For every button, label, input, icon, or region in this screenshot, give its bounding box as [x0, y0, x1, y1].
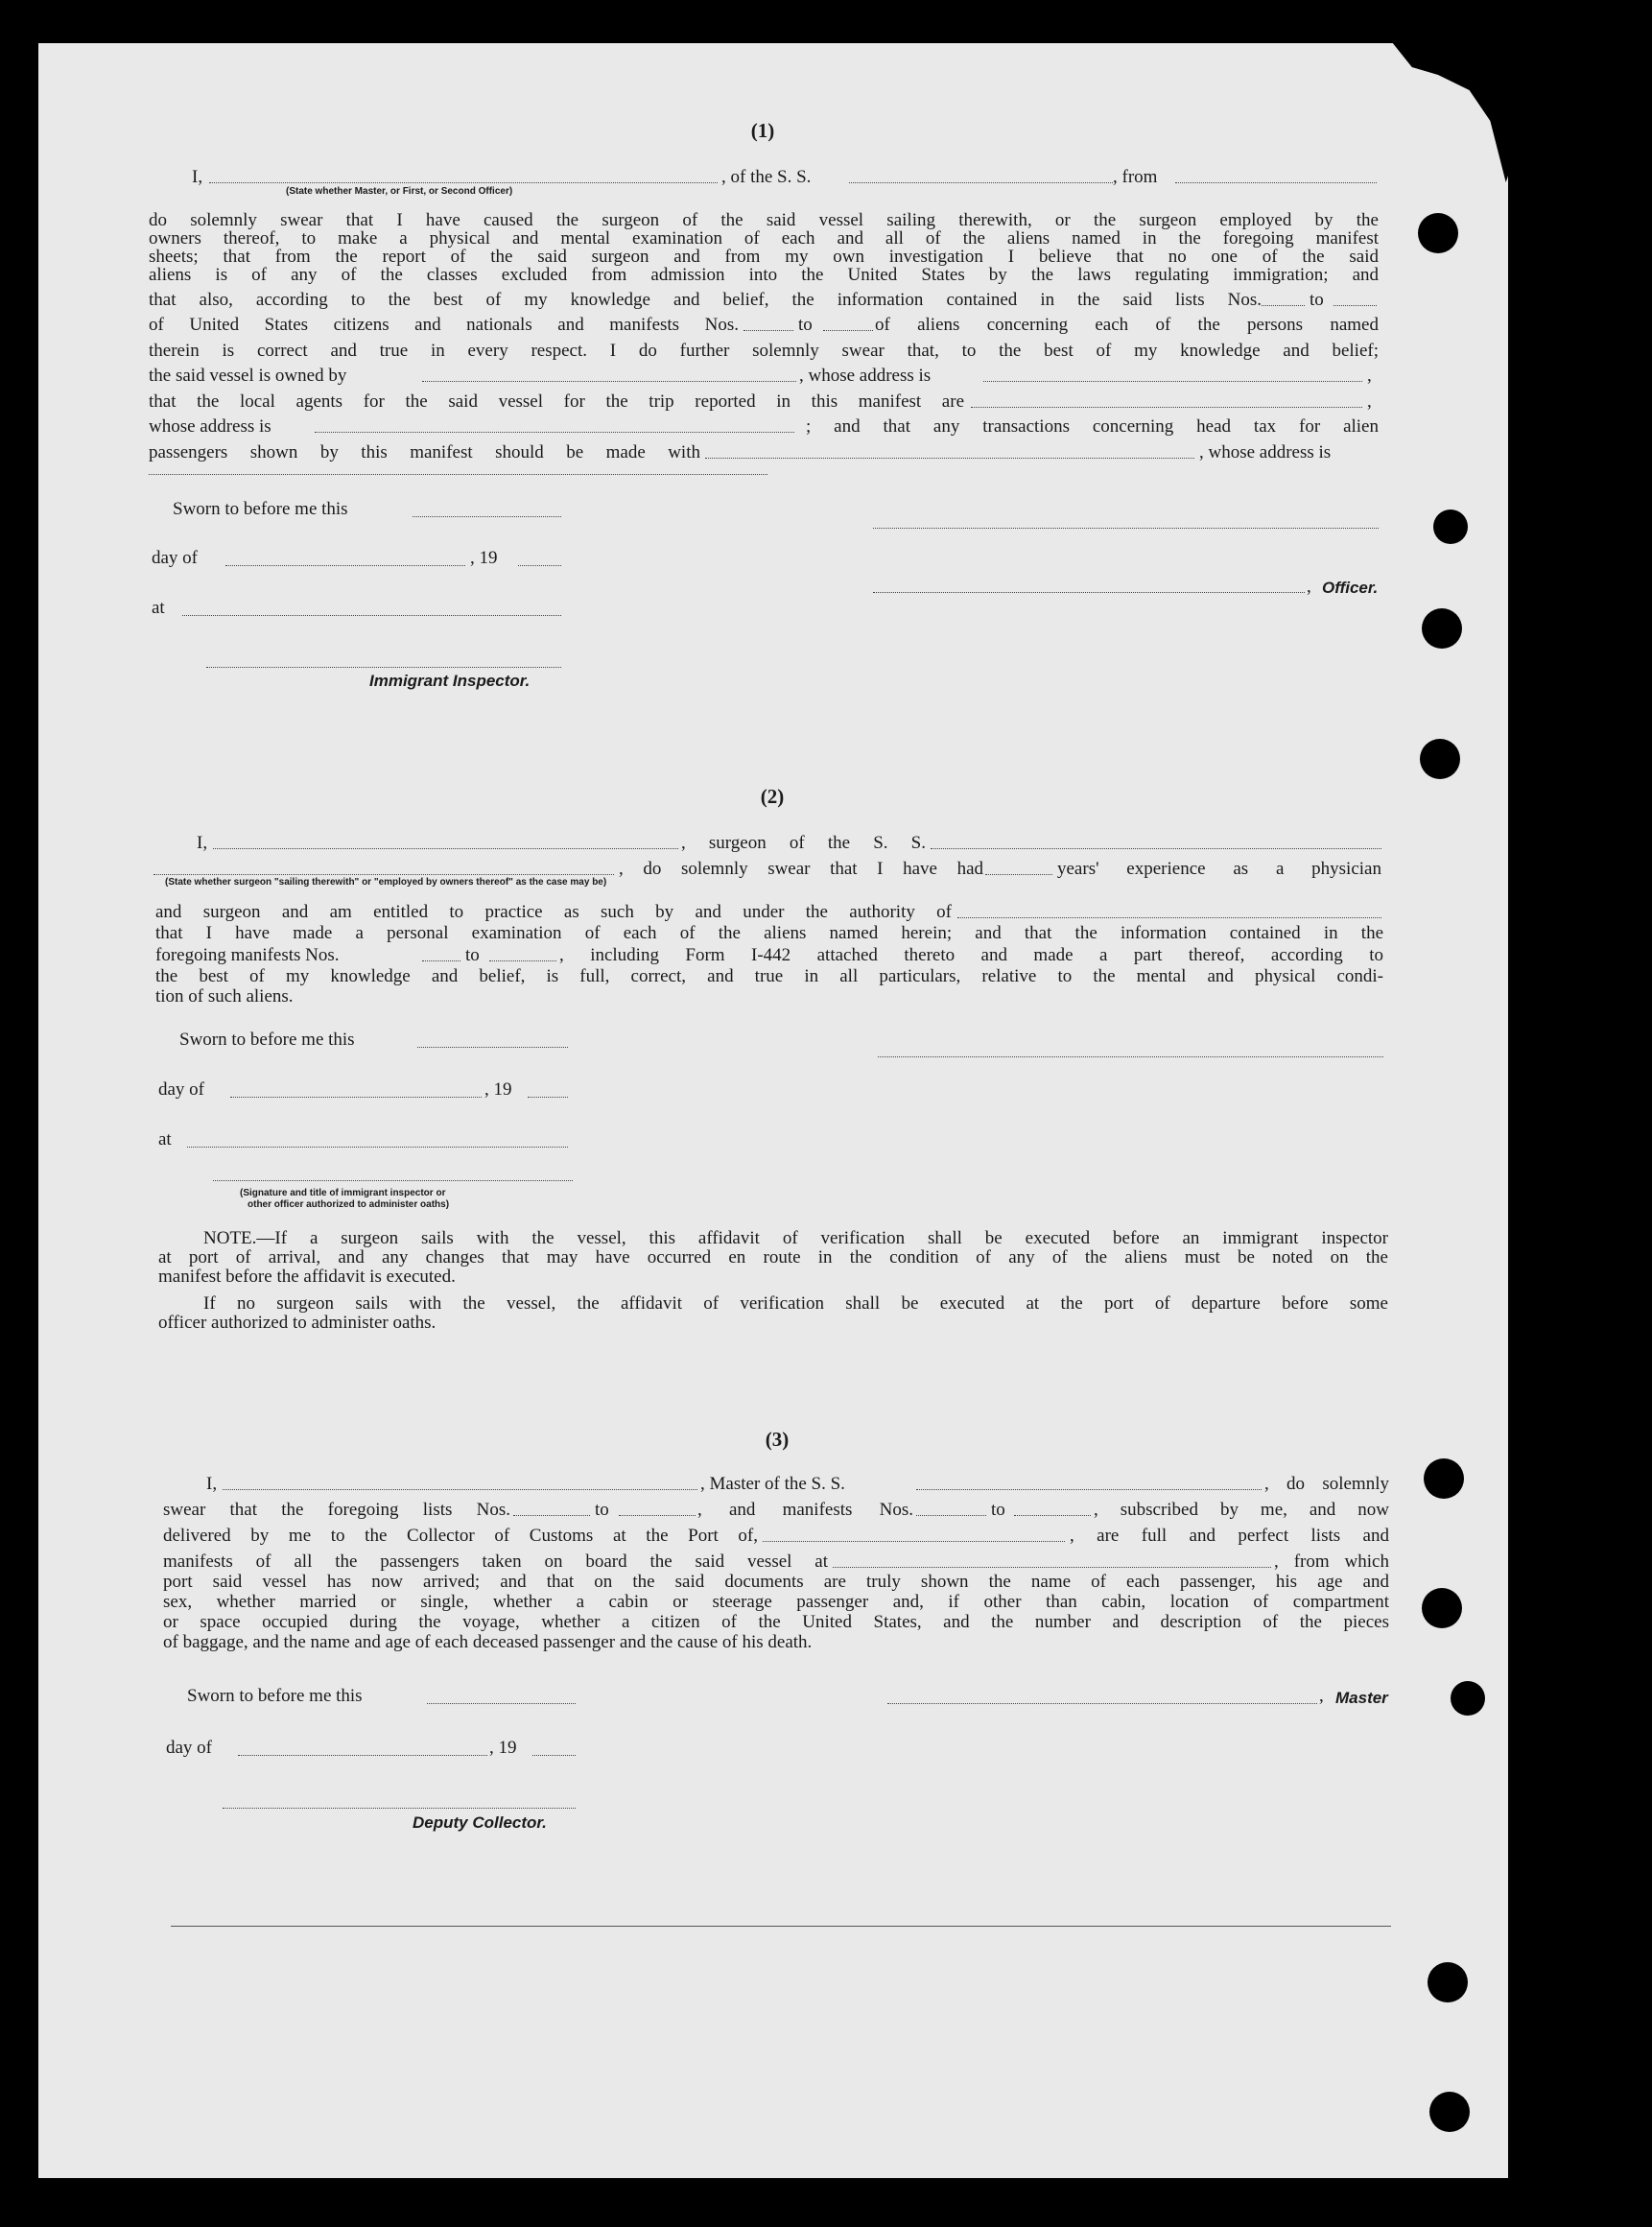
s2-to: to [465, 945, 480, 965]
s2-at-field[interactable] [187, 1147, 568, 1148]
punch-hole [1422, 608, 1462, 649]
s1-ship-field[interactable] [849, 182, 1113, 183]
s1-day-of: day of [152, 548, 199, 568]
comma: , [1367, 391, 1372, 412]
punch-hole [1420, 739, 1460, 779]
section-2-heading: (2) [760, 785, 785, 808]
s3-line-7: or space occupied during the voyage, whether a citizen of the United States, and the number and description of the pieces [163, 1612, 1389, 1632]
s3-swear-lists: swear that the foregoing lists Nos. [163, 1500, 510, 1520]
s1-paragraph [149, 210, 1379, 285]
punch-hole [1418, 213, 1458, 253]
s1-owner-field[interactable] [422, 381, 796, 382]
s3-day-of: day of [166, 1738, 213, 1758]
s3-to-2: to [991, 1500, 1005, 1520]
s2-note-1: NOTE.—If a surgeon sails with the vessel, this affidavit of verification shall be executed before an immigrant inspector [203, 1228, 1388, 1248]
punch-hole [1422, 1588, 1462, 1628]
s2-ship-field[interactable] [931, 848, 1381, 849]
s1-manifests-to-field[interactable] [823, 330, 873, 331]
s3-master-sign-line[interactable] [887, 1703, 1317, 1704]
punch-hole [1433, 509, 1468, 544]
s2-at: at [158, 1129, 172, 1149]
s2-note-4: If no surgeon sails with the vessel, the affidavit of verification shall be executed at the port of departure before some [203, 1293, 1388, 1314]
s2-years: years' experience as a physician [1057, 859, 1381, 879]
s1-officer: Officer. [1322, 579, 1379, 597]
s2-status-field[interactable] [153, 874, 614, 875]
s2-i: I, [197, 833, 208, 853]
s3-subscribed: , subscribed by me, and now [1094, 1500, 1389, 1520]
s3-full: , are full and perfect lists and [1070, 1526, 1389, 1546]
punch-hole [1424, 1458, 1464, 1499]
s2-swear: , do solemnly swear that I have had [619, 859, 983, 879]
s1-whose-address-is: , whose address is [1199, 442, 1332, 462]
s1-lists-from-field[interactable] [1262, 305, 1305, 306]
s1-agents-address: whose address is [149, 416, 271, 437]
s2-note-3: manifest before the affidavit is executed. [158, 1267, 456, 1287]
s2-examination: that I have made a personal examination of each of the aliens named herein; and that the information contained in the [155, 923, 1383, 943]
s3-line-6: sex, whether married or single, whether a cabin or steerage passenger and, if other than cabin, location of compartment [163, 1592, 1389, 1612]
s1-manifests: of United States citizens and nationals and manifests Nos. [149, 315, 739, 335]
section-1-heading: (1) [750, 119, 775, 142]
s3-port-field[interactable] [763, 1541, 1065, 1542]
comma: , [1319, 1686, 1324, 1706]
s1-from-field[interactable] [1175, 182, 1377, 183]
s1-i: I, [192, 167, 203, 187]
s2-years-field[interactable] [985, 874, 1052, 875]
s3-sworn: Sworn to before me this [187, 1686, 363, 1706]
s1-inspector-line[interactable] [206, 667, 561, 668]
s1-owner-address-field[interactable] [983, 381, 1362, 382]
bottom-rule [171, 1926, 1391, 1927]
s3-delivered: delivered by me to the Collector of Customs at the Port of, [163, 1526, 758, 1546]
s3-master: Master [1335, 1689, 1388, 1707]
s1-agents-field[interactable] [971, 407, 1362, 408]
s2-manifests: foregoing manifests Nos. [155, 945, 340, 965]
s3-day-field[interactable] [238, 1755, 487, 1756]
s1-from: , from [1113, 167, 1158, 187]
s2-aliens: tion of such aliens. [155, 986, 294, 1007]
s2-sig-note-1: (Signature and title of immigrant inspector or [240, 1188, 446, 1198]
s1-line: sheets; that from the report of the said surgeon and from my own investigation I believe that no one of the said [149, 247, 1379, 267]
s1-whose-address: , whose address is [799, 366, 932, 386]
s3-manifests-to-field[interactable] [1014, 1515, 1091, 1516]
s1-lists-nos: that also, according to the best of my knowledge and belief, the information contained in the said lists Nos. [149, 290, 1262, 310]
s3-sworn-field[interactable] [427, 1703, 576, 1704]
s1-inspector: Immigrant Inspector. [369, 672, 531, 690]
s1-made-with-address-field[interactable] [149, 474, 767, 475]
s2-best: the best of my knowledge and belief, is full, correct, and true in all particulars, relative to the mental and physical condi- [155, 966, 1383, 986]
s1-owned-by: the said vessel is owned by [149, 366, 347, 386]
s1-line: owners thereof, to make a physical and mental examination of each and all of the aliens named in the foregoing manifest [149, 228, 1379, 249]
s1-manifests-from-field[interactable] [743, 330, 793, 331]
s3-from-which: , from which [1274, 1552, 1389, 1572]
section-3-heading: (3) [765, 1428, 790, 1451]
s3-nineteen: , 19 [489, 1738, 517, 1758]
s2-year-field[interactable] [528, 1097, 568, 1098]
s3-year-field[interactable] [532, 1755, 576, 1756]
s2-status-note: (State whether surgeon "sailing therewith" or "employed by owners thereof" as the case may be) [165, 877, 607, 888]
s2-sworn: Sworn to before me this [179, 1030, 355, 1050]
s3-i: I, [206, 1474, 218, 1494]
s3-deputy-line[interactable] [223, 1808, 576, 1809]
s2-day-of: day of [158, 1079, 205, 1100]
s1-line: aliens is of any of the classes excluded from admission into the United States by the laws regulating immigration; and [149, 265, 1379, 285]
s2-sig-note-2: other officer authorized to administer oaths) [248, 1199, 450, 1210]
s1-of-ss: , of the S. S. [721, 167, 812, 187]
s3-lists-from-field[interactable] [513, 1515, 590, 1516]
s1-to-2: to [798, 315, 813, 335]
s1-sworn-field[interactable] [413, 516, 561, 517]
s1-officer-note: (State whether Master, or First, or Second Officer) [286, 186, 513, 197]
s3-master-of: , Master of the S. S. [700, 1474, 845, 1494]
s1-sworn: Sworn to before me this [173, 499, 348, 519]
s2-sworn-field[interactable] [417, 1047, 568, 1048]
s1-lists-to-field[interactable] [1333, 305, 1377, 306]
s1-head-tax: ; and that any transactions concerning head tax for alien [806, 416, 1379, 437]
s3-lists-to-field[interactable] [619, 1515, 696, 1516]
s1-year-field[interactable] [518, 565, 561, 566]
punch-hole [1451, 1681, 1485, 1716]
s1-nineteen: , 19 [470, 548, 498, 568]
comma: , [1367, 366, 1372, 386]
s3-line-5: port said vessel has now arrived; and that on the said documents are truly shown the name of each passenger, his age and [163, 1572, 1389, 1592]
s1-concerning: of aliens concerning each of the persons named [875, 315, 1379, 335]
s2-manifests-from-field[interactable] [422, 960, 460, 961]
punch-hole [1429, 2092, 1470, 2132]
s3-taken: manifests of all the passengers taken on board the said vessel at [163, 1552, 828, 1572]
s1-at: at [152, 598, 165, 618]
s3-line-8: of baggage, and the name and age of each deceased passenger and the cause of his death. [163, 1632, 813, 1652]
s1-correct: therein is correct and true in every respect. I do further solemnly swear that, to the best of my knowledge and belief; [149, 341, 1379, 361]
s1-agents: that the local agents for the said vessel for the trip reported in this manifest are [149, 391, 964, 412]
s2-note-5: officer authorized to administer oaths. [158, 1313, 437, 1333]
s3-to: to [595, 1500, 609, 1520]
s1-signature-line[interactable] [873, 528, 1379, 529]
s2-surgeon-of: , surgeon of the S. S. [681, 833, 926, 853]
s2-day-field[interactable] [230, 1097, 482, 1098]
s1-officer-line[interactable] [873, 592, 1305, 593]
s2-manifests-to-field[interactable] [489, 960, 556, 961]
s2-sig-line[interactable] [213, 1180, 573, 1181]
s2-nineteen: , 19 [484, 1079, 512, 1100]
s3-master-field[interactable] [223, 1489, 697, 1490]
form-page [38, 43, 1508, 2178]
s2-note-2: at port of arrival, and any changes that may have occurred en route in the condition of any of the aliens must be noted on the [158, 1247, 1388, 1267]
s1-officer-field[interactable] [209, 182, 718, 183]
punch-hole [1428, 1962, 1468, 2002]
s3-solemnly: , do solemnly [1264, 1474, 1389, 1494]
s1-to: to [1310, 290, 1324, 310]
s1-made-with-field[interactable] [705, 458, 1194, 459]
s1-made-with: passengers shown by this manifest should be made with [149, 442, 700, 462]
s2-authority: and surgeon and am entitled to practice as such by and under the authority of [155, 902, 952, 922]
s1-at-field[interactable] [182, 615, 561, 616]
s2-surgeon-field[interactable] [213, 848, 678, 849]
comma: , [1307, 577, 1311, 597]
s1-agents-address-field[interactable] [315, 432, 794, 433]
s1-line: do solemnly swear that I have caused the surgeon of the said vessel sailing therewith, or the surgeon employed by the [149, 210, 1379, 230]
s2-authority-field[interactable] [957, 917, 1381, 918]
s3-manifests: , and manifests Nos. [697, 1500, 913, 1520]
s2-including: , including Form I-442 attached thereto and made a part thereof, according to [559, 945, 1383, 965]
s1-day-field[interactable] [225, 565, 465, 566]
s3-boarded-field[interactable] [833, 1567, 1271, 1568]
s3-deputy: Deputy Collector. [413, 1813, 547, 1832]
s3-ship-field[interactable] [916, 1489, 1262, 1490]
s3-manifests-from-field[interactable] [916, 1515, 986, 1516]
s2-signature-line[interactable] [878, 1056, 1383, 1057]
